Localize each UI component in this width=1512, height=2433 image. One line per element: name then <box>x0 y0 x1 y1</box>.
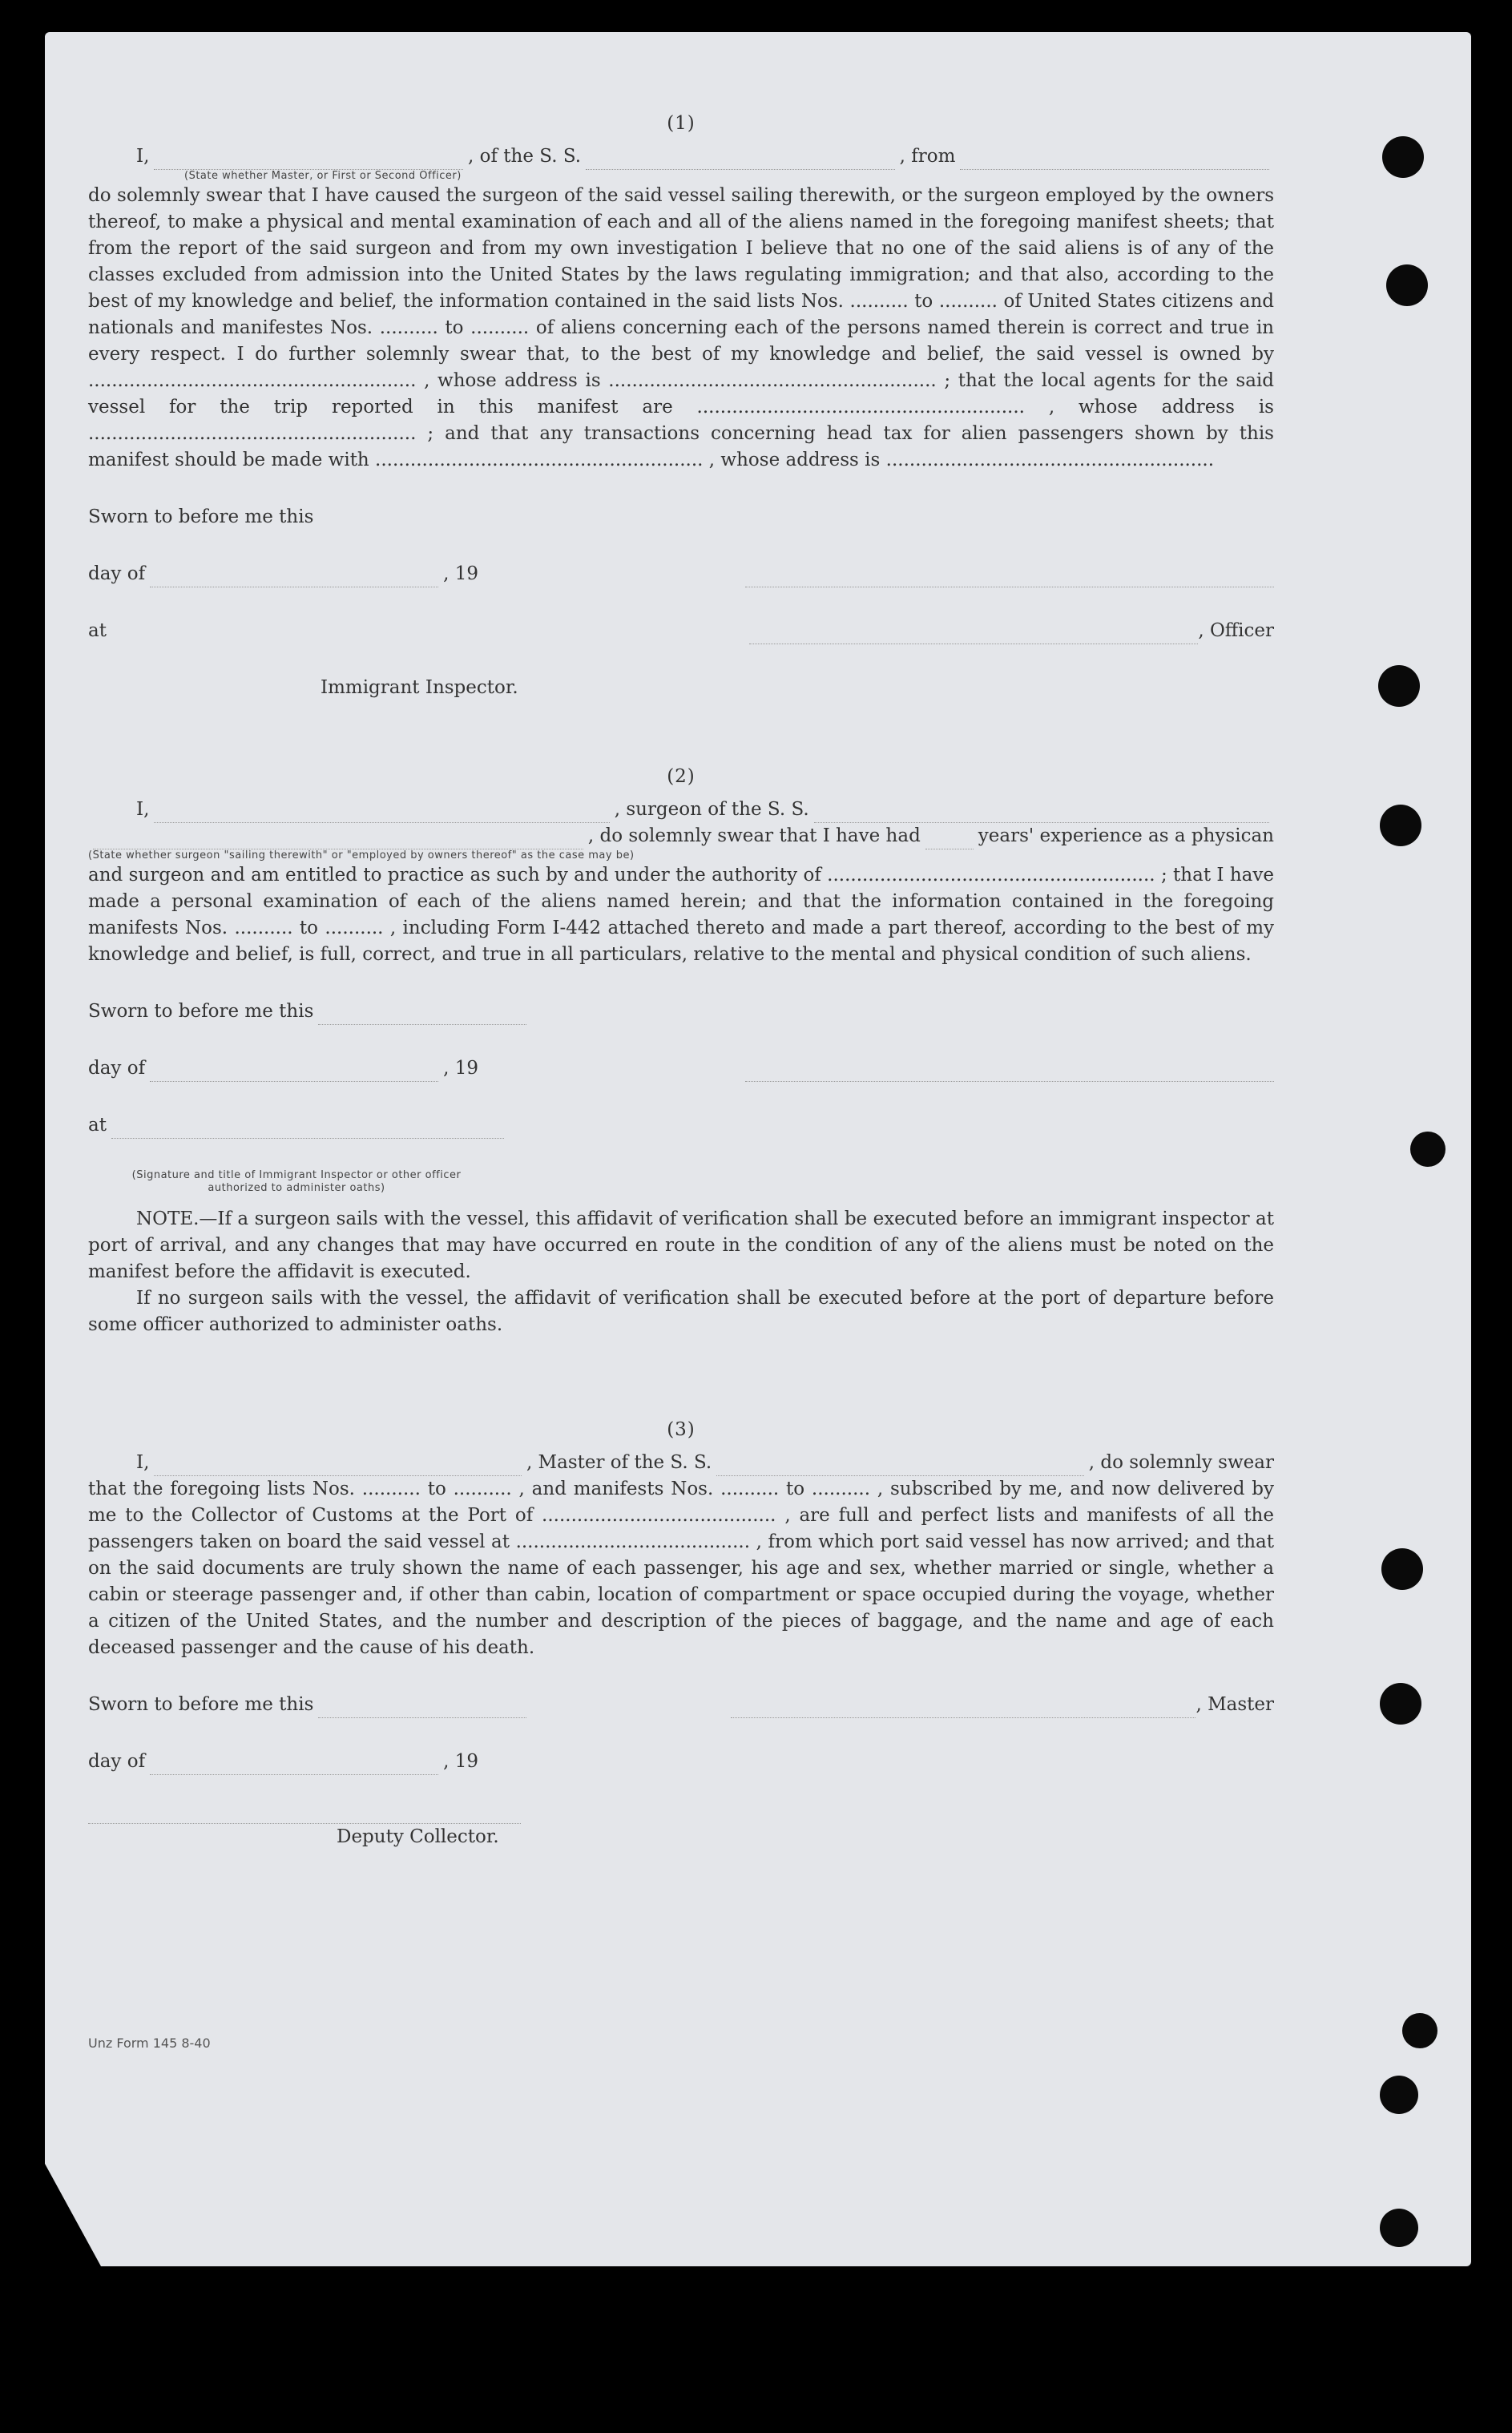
officer-label: , Officer <box>1198 620 1274 641</box>
surgeon-signature-line[interactable] <box>745 1063 1274 1082</box>
binder-hole <box>1410 1132 1445 1167</box>
section-number: (1) <box>667 113 696 134</box>
year-label: , 19 <box>443 563 478 584</box>
collector-label: Deputy Collector. <box>337 1826 499 1847</box>
text: I, <box>136 799 150 820</box>
binder-hole <box>1382 136 1424 178</box>
years-field[interactable] <box>925 831 974 849</box>
year-label: , 19 <box>443 1058 478 1079</box>
at-label: at <box>88 620 107 641</box>
day-field[interactable] <box>150 1063 438 1082</box>
text: , surgeon of the S. S. <box>614 799 809 820</box>
section-3 <box>88 1417 1274 1850</box>
form-number: Unz Form 145 8-40 <box>88 2036 211 2051</box>
section-number: (3) <box>667 1419 696 1440</box>
text: , do solemnly swear that I have had <box>587 825 921 846</box>
signature-line[interactable] <box>745 569 1274 587</box>
binder-hole <box>1380 1683 1421 1725</box>
oath-paragraph <box>88 862 1274 968</box>
day-field[interactable] <box>150 569 438 587</box>
departure-port-field[interactable] <box>960 151 1269 170</box>
note-text: If no surgeon sails with the vessel, the affidavit of verification shall be executed before at the port of departure before some officer authorized to administer oaths. <box>88 1288 1274 1335</box>
vessel-name-field[interactable] <box>814 805 1269 823</box>
binder-hole <box>1381 1548 1423 1590</box>
section-2 <box>88 764 1274 1338</box>
officer-name-field[interactable] <box>154 151 463 170</box>
paragraph-text: do solemnly swear that I have caused the surgeon of the said vessel sailing therewith, or the surgeon employed by the owners thereof, to make a physical and mental examination of each and all of the aliens named in the foregoing manifest sheets; that from the report of the said surgeon and from my own investigation I believe that no one of the said aliens is of any of the classes excluded from admission into the United States by the laws regulating immigration; and that also, according to the best of my knowledge and belief, the information contained in the said lists Nos. .......... to .......... of United States citizens and nationals and manifestes Nos. .......... to .......... of aliens concerning each of the persons named therein is correct and true in every respect. I do further solemnly swear that, to the best of my knowledge and belief, the said vessel is owned by ........................................................ , whose address is ........................................................ ; that the local agents for the said vessel for the trip reported in this manifest are ........................................................ , whose address is ........................................................ ; and that any transactions concerning head tax for alien passengers shown by this manifest should be made with ........................................................ , whose address is ........................................................ <box>88 185 1274 470</box>
year-label: , 19 <box>443 1751 478 1772</box>
surgeon-status-field[interactable] <box>93 831 583 849</box>
note <box>88 1206 1274 1338</box>
place-field[interactable] <box>111 1120 504 1139</box>
sworn-label: Sworn to before me this <box>88 1694 314 1715</box>
officer-signature-field[interactable] <box>749 626 1198 644</box>
master-name-field[interactable] <box>154 1458 522 1476</box>
master-signature-field[interactable] <box>731 1700 1195 1718</box>
binder-hole <box>1380 2076 1418 2114</box>
collector-signature-field[interactable] <box>88 1806 521 1824</box>
affidavit-form <box>88 96 1274 1850</box>
at-label: at <box>88 1115 107 1136</box>
vessel-name-field[interactable] <box>586 151 895 170</box>
section-1 <box>88 111 1274 701</box>
text: , Master of the S. S. <box>526 1452 712 1473</box>
sworn-label: Sworn to before me this <box>88 506 314 527</box>
binder-hole <box>1380 2209 1418 2247</box>
field-caption: (State whether Master, or First or Second Officer) <box>184 170 462 182</box>
field-caption: (State whether surgeon "sailing therewith" or "employed by owners thereof" as the case may be) <box>88 849 635 861</box>
day-of-label: day of <box>88 563 146 584</box>
oath-paragraph <box>88 183 1274 474</box>
binder-hole <box>1380 805 1421 846</box>
day-field[interactable] <box>150 1757 438 1775</box>
day-of-label: day of <box>88 1058 146 1079</box>
sworn-date-field[interactable] <box>318 1700 526 1718</box>
paragraph-text: that the foregoing lists Nos. .......... to .......... , and manifests Nos. .......... to .......... , subscribed by me, and now delivered by me to the Collector of Customs at the Port of ........................................ , are full and perfect lists and manifests of all the passengers taken on board the said vessel at ........................................ , from which port said vessel has now arrived; and that on the said documents are truly shown the name of each passenger, his age and sex, whether married or single, whether a cabin or steerage passenger and, if other than cabin, location of compartment or space occupied during the voyage, whether a citizen of the United States, and the number and description of the pieces of baggage, and the name and age of each deceased passenger and the cause of his death. <box>88 1479 1274 1658</box>
text: I, <box>136 146 150 167</box>
sworn-date-field[interactable] <box>318 1007 526 1025</box>
signature-caption: (Signature and title of Immigrant Inspector or other officer authorized to administer oaths) <box>131 1169 462 1194</box>
text: years' experience as a physican <box>978 825 1274 846</box>
binder-hole <box>1386 264 1428 306</box>
surgeon-name-field[interactable] <box>154 805 609 823</box>
note-text: NOTE.—If a surgeon sails with the vessel, this affidavit of verification shall be executed before an immigrant inspector at port of arrival, and any changes that may have occurred en route in the condition of any of the aliens must be noted on the manifest before the affidavit is executed. <box>88 1208 1274 1282</box>
binder-hole <box>1402 2013 1437 2048</box>
text: , from <box>899 146 956 167</box>
binder-hole <box>1378 665 1420 707</box>
paragraph-text: and surgeon and am entitled to practice as such by and under the authority of ........................................................ ; that I have made a personal examination of each of the aliens named herein; and that the information contained in the foregoing manifests Nos. .......... to .......... , including Form I-442 attached thereto and made a part thereof, according to the best of my knowledge and belief, is full, correct, and true in all particulars, relative to the mental and physical condition of such aliens. <box>88 865 1274 965</box>
inspector-label: Immigrant Inspector. <box>321 677 518 698</box>
text: , do solemnly swear <box>1088 1452 1274 1473</box>
text: , of the S. S. <box>467 146 582 167</box>
section-number: (2) <box>667 766 696 787</box>
oath-paragraph <box>88 1476 1274 1661</box>
sworn-label: Sworn to before me this <box>88 1001 314 1022</box>
vessel-name-field[interactable] <box>716 1458 1084 1476</box>
day-of-label: day of <box>88 1751 146 1772</box>
text: I, <box>136 1452 150 1473</box>
master-label: , Master <box>1195 1694 1274 1715</box>
